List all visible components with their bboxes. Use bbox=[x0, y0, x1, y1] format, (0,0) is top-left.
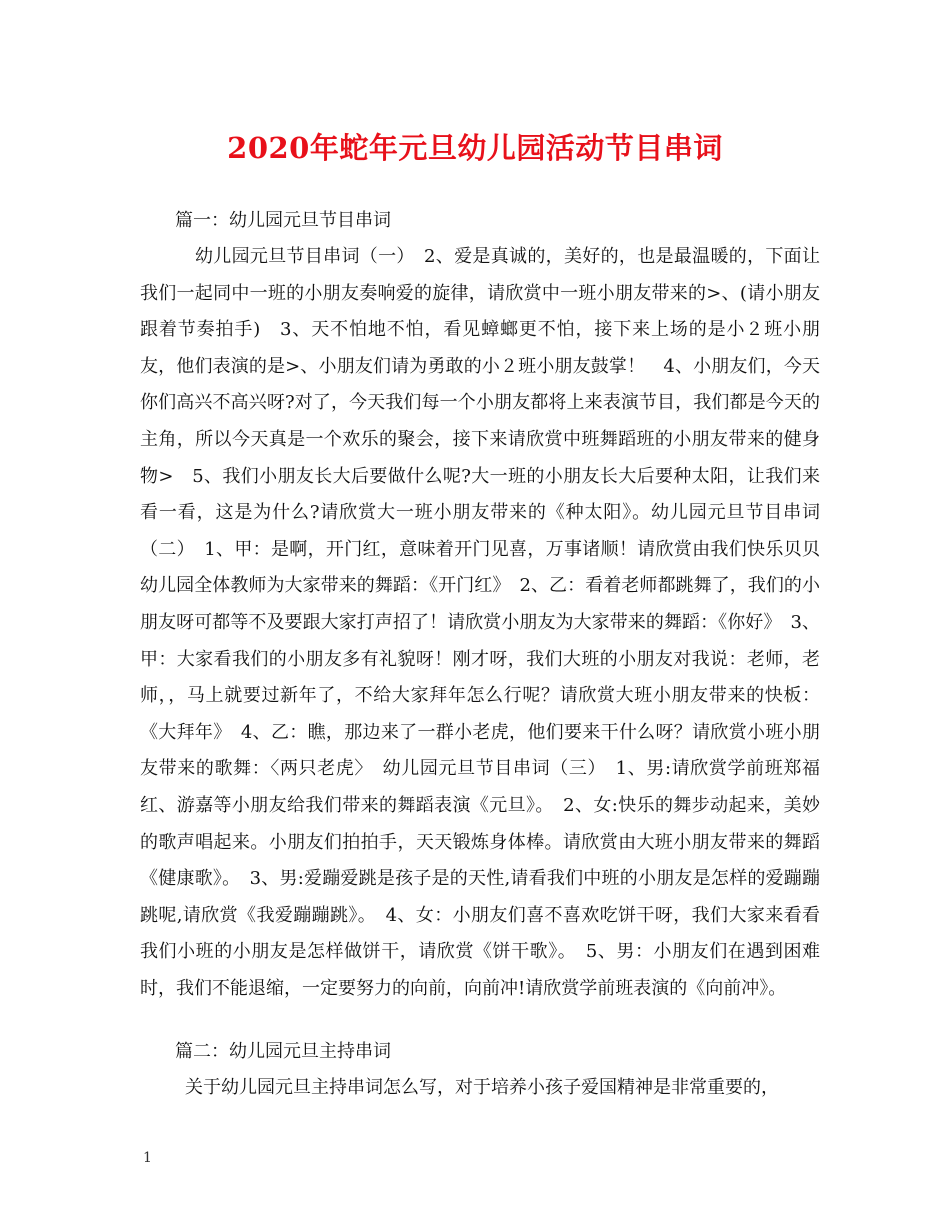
page-number: 1 bbox=[143, 1150, 152, 1166]
document-title: 2020年蛇年元旦幼儿园活动节目串词 bbox=[227, 131, 723, 165]
section-heading-1: 篇一：幼儿园元旦节目串词 bbox=[175, 210, 391, 231]
section-body-1: 幼儿园元旦节目串词（一） 2、爱是真诚的，美好的，也是最温暖的，下面让我们一起同中一班的小朋友奏响爱的旋律，请欣赏中一班小朋友带来的>、(请小朋友跟着节奏拍手) 3、天不怕地不怕，看见蟑螂更不怕，接下来上场的是小２班小朋友，他们表演的是>、小朋友们请为勇敢的小２班小朋友鼓掌！ 4、小朋友们，今天你们高兴不高兴呀?对了，今天我们每一个小朋友都将上来表演节目，我们都是今天的主角，所以今天真是一个欢乐的聚会，接下来请欣赏中班舞蹈班的小朋友带来的健身物> 5、我们小朋友长大后要做什么呢?大一班的小朋友长大后要种太阳，让我们来看一看，这是为什么?请欣赏大一班小朋友带来的《种太阳》。幼儿园元旦节目串词（二） 1、甲：是啊，开门红，意味着开门见喜，万事诸顺！请欣赏由我们快乐贝贝幼儿园全体教师为大家带来的舞蹈：《开门红》 2、乙：看着老师都跳舞了，我们的小朋友呀可都等不及要跟大家打声招了！请欣赏小朋友为大家带来的舞蹈：《你好》 3、甲：大家看我们的小朋友多有礼貌呀！刚才呀，我们大班的小朋友对我说：老师，老师，，马上就要过新年了，不给大家拜年怎么行呢？请欣赏大班小朋友带来的快板：《大拜年》 4、乙：瞧，那边来了一群小老虎，他们要来干什么呀？请欣赏小班小朋友带来的歌舞：〈两只老虎〉 幼儿园元旦节目串词（三） 1、男:请欣赏学前班郑福红、游嘉等小朋友给我们带来的舞蹈表演《元旦》。 2、女:快乐的舞步动起来，美妙的歌声唱起来。小朋友们拍拍手，天天锻炼身体棒。请欣赏由大班小朋友带来的舞蹈《健康歌》。 3、男:爱蹦爱跳是孩子是的天性,请看我们中班的小朋友是怎样的爱蹦蹦跳呢,请欣赏《我爱蹦蹦跳》。 4、女：小朋友们喜不喜欢吃饼干呀，我们大家来看看我们小班的小朋友是怎样做饼干，请欣赏《饼干歌》。 5、男：小朋友们在遇到困难时，我们不能退缩，一定要努力的向前，向前冲!请欣赏学前班表演的《向前冲》。 bbox=[140, 246, 820, 999]
section-heading-2: 篇二：幼儿园元旦主持串词 bbox=[175, 1041, 391, 1062]
section-body-2: 关于幼儿园元旦主持串词怎么写，对于培养小孩子爱国精神是非常重要的， bbox=[185, 1077, 779, 1098]
